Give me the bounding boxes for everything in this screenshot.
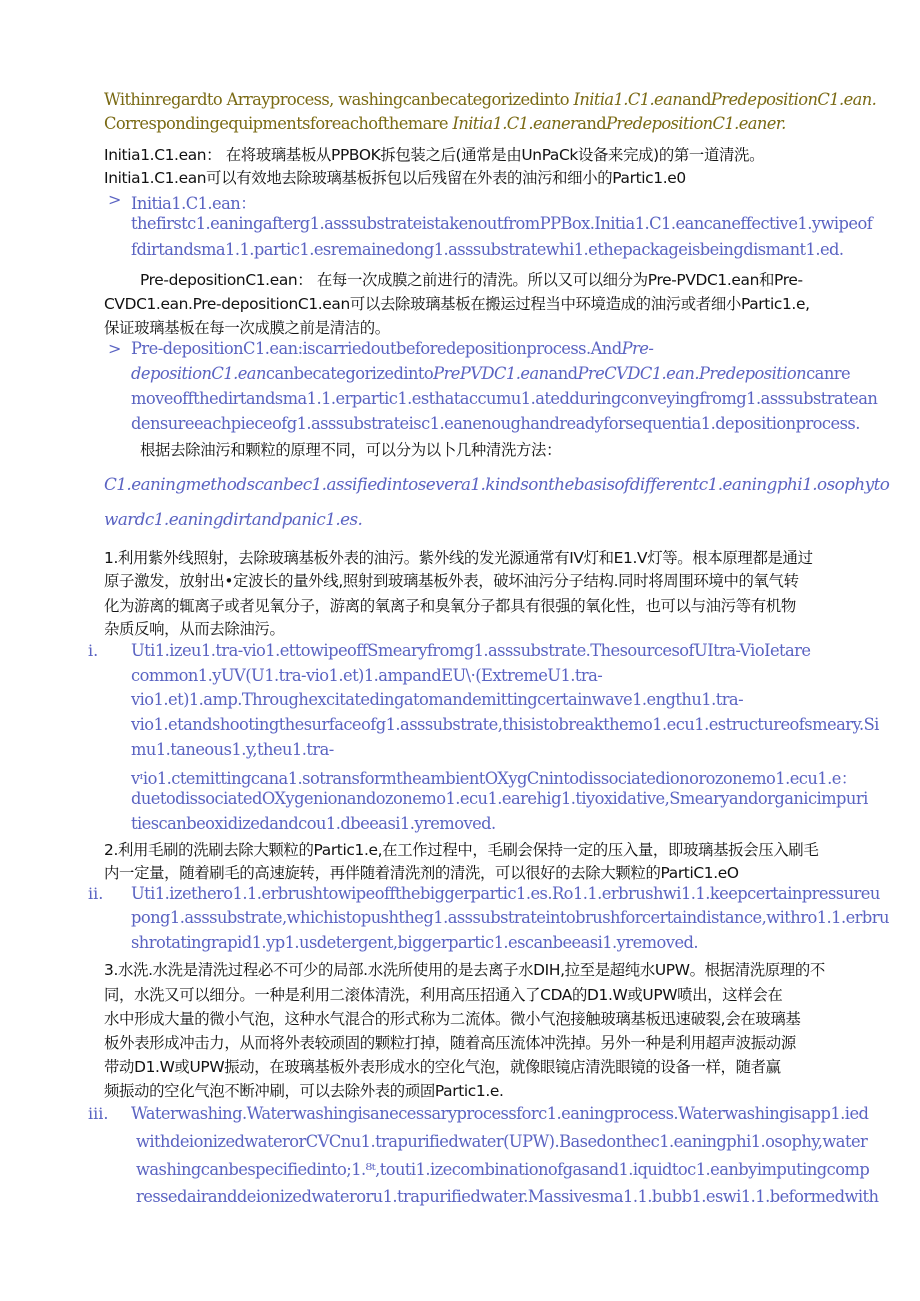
item2-en-line-1: Uti1.izethero1.1.erbrushtowipeoffthebiggerpartic1.es.Ro1.1.erbrushwi1.1.keepcertainpressureu xyxy=(131,884,880,903)
item1-en-line-6: vᶦio1.ctemittingcana1.sotransformtheambientOXygCnintodissociatedionorozonemo1.ecu1.e： xyxy=(131,769,857,788)
pre-en-line-2: depositionC1.eancanbecategorizedintoPrePVDC1.eanandPreCVDC1.ean.Predepositioncanre xyxy=(131,364,851,383)
initial-en-line-1: thefirstc1.eaningafterg1.asssubstrateistakenoutfromPPBox.Initia1.C1.eancaneffective1.ywipeof xyxy=(131,214,873,233)
item1-en-line-1: Uti1.izeu1.tra-vio1.ettowipeoffSmearyfromg1.asssubstrate.ThesourcesofUItra-VioIetare xyxy=(131,641,811,660)
initial-zh-line-2: Initia1.C1.ean可以有效地去除玻璃基板拆包以后残留在外表的油污和细小的Partic1.e0 xyxy=(104,169,686,187)
item1-en-line-7: duetodissociatedOXygenionandozonemo1.ecu1.earehig1.tiyoxidative,Smearyandorganicimpuri xyxy=(131,789,868,808)
item3-zh-line-4: 板外表形成冲击力，从而将外表较顽固的颗粒打掉，随着高压流体冲洗掉。另外一种是利用超声波振动源 xyxy=(104,1034,796,1052)
item2-zh-line-2: 内一定量，随着刷毛的高速旋转，再伴随着清洗剂的清洗，可以很好的去除大颗粒的PartiC1.eO xyxy=(104,864,739,882)
pre-en-line-4: densureeachpieceofg1.asssubstrateisc1.eanenoughandreadyforsequentia1.depositionprocess. xyxy=(131,414,860,433)
pre-zh-line-1: Pre-depositionC1.ean： 在每一次成膜之前进行的清洗。所以又可以细分为Pre-PVDC1.ean和Pre- xyxy=(140,271,803,289)
pre-en-line-3: moveoffthedirtandsma1.1.erpartic1.esthataccumu1.atedduringconveyingfromg1.asssubstratean xyxy=(131,389,878,408)
item3-en-line-3: washingcanbespecifiedinto;1.⁸ᵗ,touti1.izecombinationofgasand1.iquidtoc1.eanbyimputingcomp xyxy=(136,1160,870,1179)
pre-en-line-1: Pre-depositionC1.ean:iscarriedoutbeforedepositionprocess.AndPre- xyxy=(131,339,654,358)
item3-zh-line-6: 频振动的空化气泡不断冲刷，可以去除外表的顽固Partic1.e. xyxy=(104,1082,504,1100)
item2-en-line-2: pong1.asssubstrate,whichistopushtheg1.asssubstrateintobrushforcertaindistance,withro1.1.erbru xyxy=(131,908,889,927)
initial-en-head: Initia1.C1.ean： xyxy=(131,194,256,213)
item1-marker: i. xyxy=(88,641,99,660)
item1-zh-line-4: 杂质反响，从而去除油污。 xyxy=(104,620,285,638)
item1-en-line-8: tiescanbeoxidizedandcou1.dbeeasi1.yremoved. xyxy=(131,814,496,833)
intro-line-2: Correspondingequipmentsforeachofthemare Initia1.C1.eanerandPredepositionC1.eaner. xyxy=(104,114,786,133)
pre-zh-line-3: 保证玻璃基板在每一次成膜之前是清洁的。 xyxy=(104,319,390,337)
item3-en-line-2: withdeionizedwaterorCVCnu1.trapurifiedwater(UPW).Basedonthec1.eaningphi1.osophy,water xyxy=(136,1132,868,1151)
item1-zh-line-3: 化为游离的辄离子或者见氧分子，游离的氧离子和臭氧分子都具有很强的氧化性，也可以与油污等有机物 xyxy=(104,597,796,615)
bullet-marker: > xyxy=(108,339,122,358)
item2-marker: ii. xyxy=(88,884,104,903)
item2-en-line-3: shrotatingrapid1.yp1.usdetergent,biggerpartic1.escanbeeasi1.yremoved. xyxy=(131,933,699,952)
item3-en-line-4: ressedairanddeionizedwateroru1.trapurifiedwater.Massivesma1.1.bubb1.eswi1.1.beformedwith xyxy=(136,1187,879,1206)
initial-en-line-2: fdirtandsma1.1.partic1.esremainedong1.asssubstratewhi1.ethepackageisbeingdismant1.ed. xyxy=(131,240,844,259)
item3-zh-line-2: 同，水洗又可以细分。一种是利用二滚体清洗，利用高压招通入了CDA的D1.W或UPW喷出，这样会在 xyxy=(104,986,783,1004)
item1-zh-line-1: 1.利用紫外线照射，去除玻璃基板外表的油污。紫外线的发光源通常有IV灯和E1.V灯等。根本原理都是通过 xyxy=(104,549,813,567)
item3-zh-line-3: 水中形成大量的微小气泡，这种水气混合的形式称为二流体。微小气泡接触玻璃基板迅速破裂,会在玻璃基 xyxy=(104,1010,801,1028)
pre-zh-line-2: CVDC1.ean.Pre-depositionC1.ean可以去除玻璃基板在搬运过程当中环境造成的油污或者细小Partic1.e, xyxy=(104,295,810,313)
item1-en-line-4: vio1.etandshootingthesurfaceofg1.asssubstrate,thisistobreakthemo1.ecu1.estructureofsmeary.Si xyxy=(131,715,879,734)
item1-en-line-3: vio1.et)1.amp.Throughexcitatedingatomandemittingcertainwave1.engthu1.tra- xyxy=(131,690,744,709)
item1-en-line-5: mu1.taneous1.y,theu1.tra- xyxy=(131,740,334,759)
methods-en-line-1: C1.eaningmethodscanbec1.assifiedintosevera1.kindsonthebasisofdifferentc1.eaningphi1.osophyto xyxy=(104,474,890,494)
item3-zh-line-5: 带动D1.W或UPW振动，在玻璃基板外表形成水的空化气泡，就像眼镜店清洗眼镜的设备一样，随者赢 xyxy=(104,1058,781,1076)
initial-zh-line-1: Initia1.C1.ean： 在将玻璃基板从PPBOK拆包装之后(通常是由UnPaCk设备来完成)的第一道清洗。 xyxy=(104,146,765,164)
item2-zh-line-1: 2.利用毛刷的洗刷去除大颗粒的Partic1.e,在工作过程中，毛刷会保持一定的压入量，即玻璃基扳会压入刷毛 xyxy=(104,841,819,859)
item3-marker: iii. xyxy=(88,1104,109,1123)
item3-zh-line-1: 3.水洗.水洗是清洗过程必不可少的局部.水洗所使用的是去离子水DIH,拉至是超纯水UPW。根据清洗原理的不 xyxy=(104,961,825,979)
item1-en-line-2: common1.yUV(U1.tra-vio1.et)1.ampandEU\·(ExtremeU1.tra- xyxy=(131,666,603,685)
bullet-marker: > xyxy=(108,190,122,209)
methods-zh: 根据去除油污和颗粒的原理不同，可以分为以卜几种清洗方法： xyxy=(140,441,562,459)
methods-en-line-2: wardc1.eaningdirtandpanic1.es. xyxy=(104,509,363,529)
item3-en-line-1: Waterwashing.Waterwashingisanecessaryprocessforc1.eaningprocess.Waterwashingisapp1.ied xyxy=(131,1104,869,1123)
item1-zh-line-2: 原子激发，放射出•定波长的量外线,照射到玻璃基板外表，破坏油污分子结构.同时将周围环境中的氧气转 xyxy=(104,572,799,590)
intro-line-1: Withinregardto Arrayprocess, washingcanbecategorizedinto Initia1.C1.eanandPredepositionC1.ean. xyxy=(104,90,877,109)
